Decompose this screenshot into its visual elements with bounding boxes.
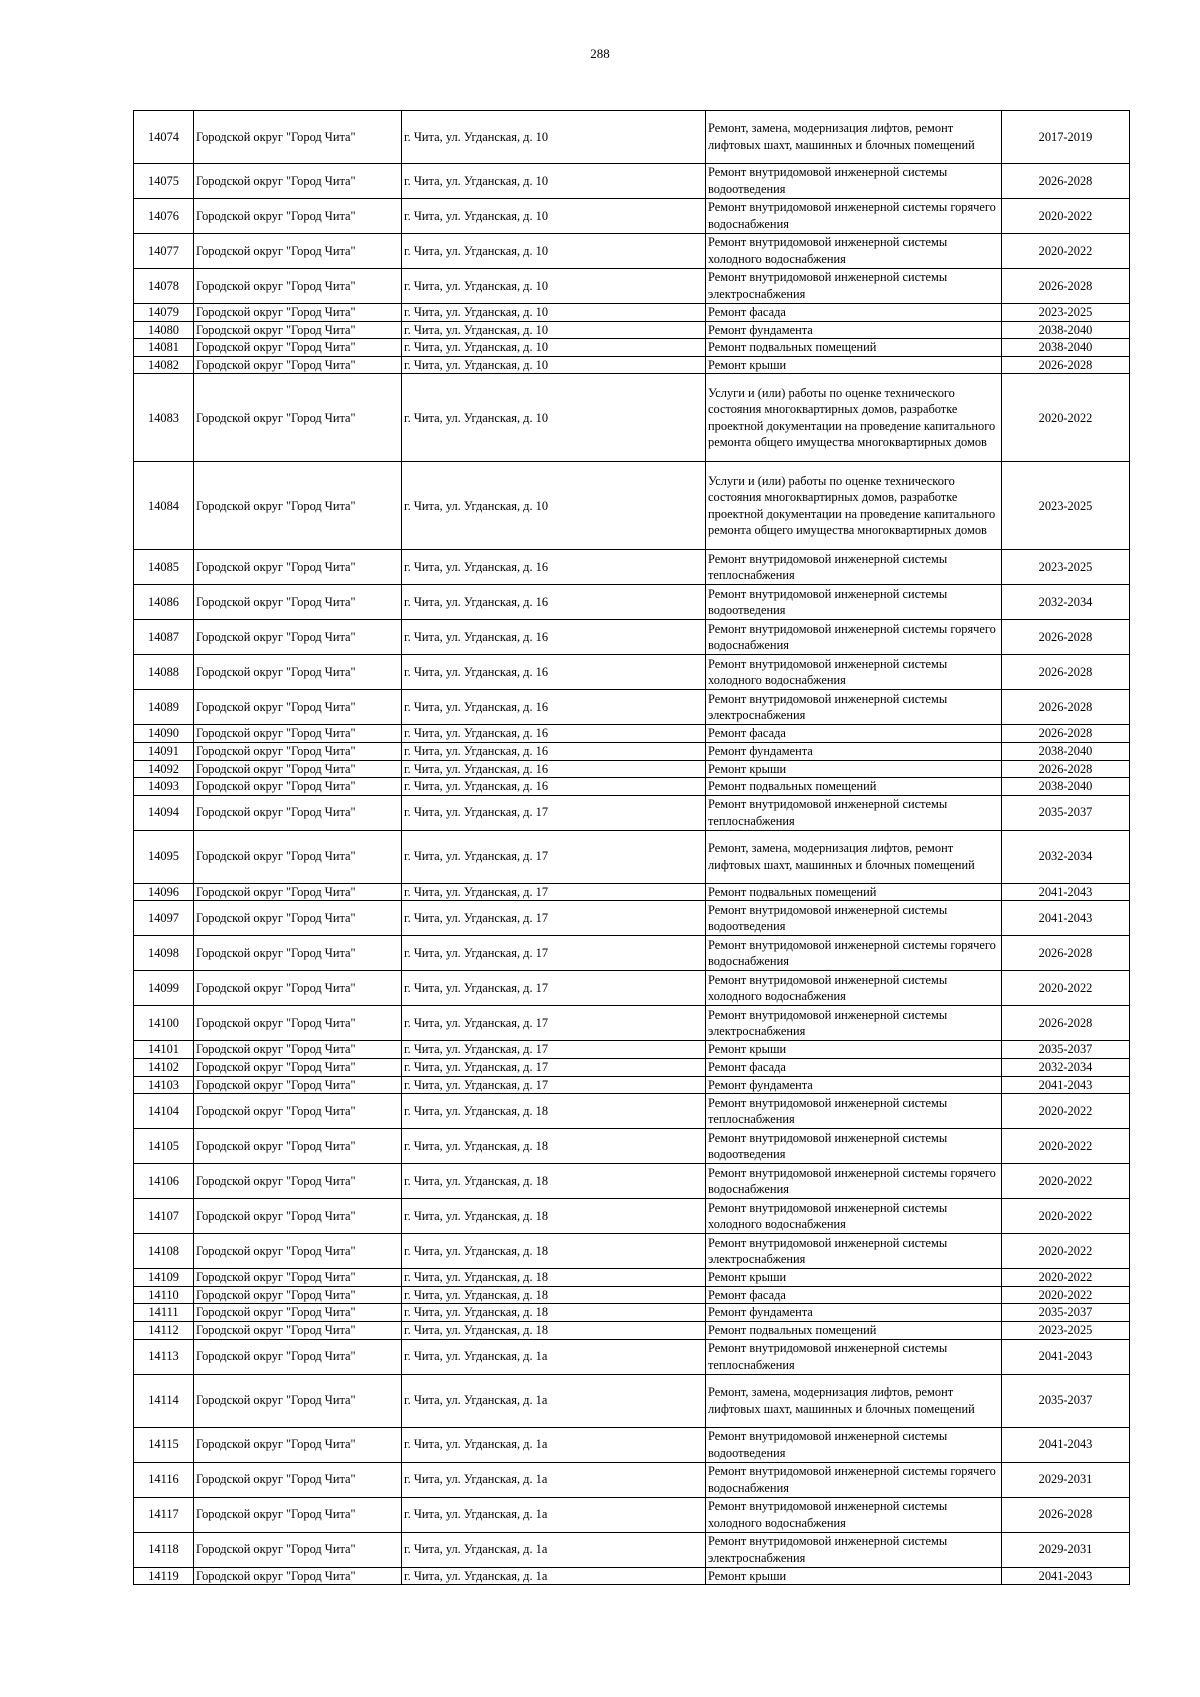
row-number-cell: 14114 [134,1374,194,1427]
row-number-cell: 14091 [134,742,194,760]
address-cell: г. Чита, ул. Угданская, д. 17 [402,1076,706,1094]
table-row [134,742,1130,760]
table-row [134,269,1130,304]
table-row [134,1269,1130,1287]
table-row [134,1076,1130,1094]
row-number-cell: 14075 [134,164,194,199]
municipality-cell: Городской округ "Город Чита" [194,742,402,760]
municipality-cell: Городской округ "Город Чита" [194,901,402,936]
period-cell: 2020-2022 [1002,1286,1130,1304]
period-cell: 2029-2031 [1002,1532,1130,1567]
table-row [134,1497,1130,1532]
work-type-cell: Ремонт, замена, модернизация лифтов, ремонт лифтовых шахт, машинных и блочных помещений [706,1374,1002,1427]
table-row [134,585,1130,620]
table-row [134,1286,1130,1304]
municipality-cell: Городской округ "Город Чита" [194,1041,402,1059]
table-row [134,164,1130,199]
row-number-cell: 14100 [134,1006,194,1041]
row-number-cell: 14094 [134,795,194,830]
work-type-cell: Ремонт внутридомовой инженерной системы холодного водоснабжения [706,971,1002,1006]
period-cell: 2026-2028 [1002,760,1130,778]
period-cell: 2026-2028 [1002,936,1130,971]
row-number-cell: 14096 [134,883,194,901]
address-cell: г. Чита, ул. Угданская, д. 10 [402,269,706,304]
address-cell: г. Чита, ул. Угданская, д. 1а [402,1462,706,1497]
work-type-cell: Ремонт внутридомовой инженерной системы холодного водоснабжения [706,234,1002,269]
row-number-cell: 14092 [134,760,194,778]
municipality-cell: Городской округ "Город Чита" [194,321,402,339]
address-cell: г. Чита, ул. Угданская, д. 18 [402,1234,706,1269]
table-row [134,1427,1130,1462]
work-type-cell: Ремонт подвальных помещений [706,339,1002,357]
row-number-cell: 14076 [134,199,194,234]
municipality-cell: Городской округ "Город Чита" [194,1462,402,1497]
municipality-cell: Городской округ "Город Чита" [194,1567,402,1585]
page-number: 288 [590,46,610,61]
row-number-cell: 14084 [134,462,194,550]
work-type-cell: Ремонт крыши [706,1567,1002,1585]
address-cell: г. Чита, ул. Угданская, д. 10 [402,234,706,269]
period-cell: 2035-2037 [1002,795,1130,830]
period-cell: 2038-2040 [1002,742,1130,760]
row-number-cell: 14106 [134,1164,194,1199]
period-cell: 2038-2040 [1002,321,1130,339]
municipality-cell: Городской округ "Город Чита" [194,1427,402,1462]
period-cell: 2032-2034 [1002,1058,1130,1076]
address-cell: г. Чита, ул. Угданская, д. 18 [402,1286,706,1304]
municipality-cell: Городской округ "Город Чита" [194,1129,402,1164]
row-number-cell: 14081 [134,339,194,357]
period-cell: 2038-2040 [1002,778,1130,796]
row-number-cell: 14115 [134,1427,194,1462]
period-cell: 2026-2028 [1002,690,1130,725]
row-number-cell: 14109 [134,1269,194,1287]
address-cell: г. Чита, ул. Угданская, д. 16 [402,778,706,796]
address-cell: г. Чита, ул. Угданская, д. 1а [402,1374,706,1427]
table-row [134,234,1130,269]
work-type-cell: Ремонт внутридомовой инженерной системы водоотведения [706,585,1002,620]
row-number-cell: 14119 [134,1567,194,1585]
period-cell: 2026-2028 [1002,620,1130,655]
municipality-cell: Городской округ "Город Чита" [194,199,402,234]
work-type-cell: Ремонт фасада [706,725,1002,743]
work-type-cell: Ремонт внутридомовой инженерной системы водоотведения [706,901,1002,936]
municipality-cell: Городской округ "Город Чита" [194,1286,402,1304]
municipality-cell: Городской округ "Город Чита" [194,690,402,725]
row-number-cell: 14079 [134,304,194,322]
municipality-cell: Городской округ "Город Чита" [194,1269,402,1287]
table-body [134,111,1130,1585]
table-row [134,1532,1130,1567]
table-row [134,1567,1130,1585]
row-number-cell: 14087 [134,620,194,655]
period-cell: 2020-2022 [1002,1199,1130,1234]
address-cell: г. Чита, ул. Угданская, д. 10 [402,304,706,322]
work-type-cell: Ремонт внутридомовой инженерной системы горячего водоснабжения [706,199,1002,234]
row-number-cell: 14102 [134,1058,194,1076]
period-cell: 2026-2028 [1002,655,1130,690]
address-cell: г. Чита, ул. Угданская, д. 10 [402,111,706,164]
address-cell: г. Чита, ул. Угданская, д. 10 [402,374,706,462]
municipality-cell: Городской округ "Город Чита" [194,462,402,550]
row-number-cell: 14086 [134,585,194,620]
row-number-cell: 14108 [134,1234,194,1269]
municipality-cell: Городской округ "Город Чита" [194,795,402,830]
period-cell: 2035-2037 [1002,1041,1130,1059]
row-number-cell: 14118 [134,1532,194,1567]
work-type-cell: Ремонт, замена, модернизация лифтов, ремонт лифтовых шахт, машинных и блочных помещений [706,111,1002,164]
work-type-cell: Ремонт фундамента [706,1076,1002,1094]
address-cell: г. Чита, ул. Угданская, д. 17 [402,795,706,830]
table-row [134,462,1130,550]
work-type-cell: Ремонт внутридомовой инженерной системы теплоснабжения [706,1339,1002,1374]
address-cell: г. Чита, ул. Угданская, д. 18 [402,1199,706,1234]
period-cell: 2020-2022 [1002,1094,1130,1129]
address-cell: г. Чита, ул. Угданская, д. 1а [402,1532,706,1567]
period-cell: 2026-2028 [1002,1006,1130,1041]
work-type-cell: Ремонт фасада [706,1058,1002,1076]
row-number-cell: 14117 [134,1497,194,1532]
work-type-cell: Ремонт фасада [706,1286,1002,1304]
work-type-cell: Ремонт фундамента [706,1304,1002,1322]
row-number-cell: 14082 [134,356,194,374]
municipality-cell: Городской округ "Город Чита" [194,760,402,778]
work-type-cell: Ремонт внутридомовой инженерной системы холодного водоснабжения [706,1199,1002,1234]
address-cell: г. Чита, ул. Угданская, д. 10 [402,164,706,199]
municipality-cell: Городской округ "Город Чита" [194,550,402,585]
period-cell: 2032-2034 [1002,830,1130,883]
address-cell: г. Чита, ул. Угданская, д. 1а [402,1427,706,1462]
work-type-cell: Ремонт внутридомовой инженерной системы электроснабжения [706,1006,1002,1041]
table-row [134,1164,1130,1199]
work-type-cell: Услуги и (или) работы по оценке технического состояния многоквартирных домов, разработке проектной документации на проведение капитального ремонта общего имущества многоквартирных домов [706,462,1002,550]
period-cell: 2041-2043 [1002,883,1130,901]
municipality-cell: Городской округ "Город Чита" [194,234,402,269]
municipality-cell: Городской округ "Город Чита" [194,374,402,462]
period-cell: 2023-2025 [1002,304,1130,322]
row-number-cell: 14104 [134,1094,194,1129]
work-type-cell: Ремонт внутридомовой инженерной системы электроснабжения [706,269,1002,304]
address-cell: г. Чита, ул. Угданская, д. 16 [402,655,706,690]
period-cell: 2041-2043 [1002,1076,1130,1094]
row-number-cell: 14098 [134,936,194,971]
table-row [134,1339,1130,1374]
table-row [134,1058,1130,1076]
municipality-cell: Городской округ "Город Чита" [194,1339,402,1374]
row-number-cell: 14099 [134,971,194,1006]
table-row [134,971,1130,1006]
address-cell: г. Чита, ул. Угданская, д. 16 [402,760,706,778]
table-row [134,690,1130,725]
table-row [134,374,1130,462]
period-cell: 2032-2034 [1002,585,1130,620]
row-number-cell: 14090 [134,725,194,743]
period-cell: 2035-2037 [1002,1374,1130,1427]
work-type-cell: Ремонт внутридомовой инженерной системы водоотведения [706,1129,1002,1164]
period-cell: 2026-2028 [1002,269,1130,304]
municipality-cell: Городской округ "Город Чита" [194,655,402,690]
work-type-cell: Ремонт внутридомовой инженерной системы электроснабжения [706,690,1002,725]
municipality-cell: Городской округ "Город Чита" [194,1094,402,1129]
work-type-cell: Услуги и (или) работы по оценке технического состояния многоквартирных домов, разработке проектной документации на проведение капитального ремонта общего имущества многоквартирных домов [706,374,1002,462]
municipality-cell: Городской округ "Город Чита" [194,269,402,304]
work-type-cell: Ремонт крыши [706,1269,1002,1287]
repair-schedule-table [133,110,1130,1585]
period-cell: 2026-2028 [1002,1497,1130,1532]
work-type-cell: Ремонт внутридомовой инженерной системы водоотведения [706,1427,1002,1462]
row-number-cell: 14077 [134,234,194,269]
row-number-cell: 14113 [134,1339,194,1374]
table-row [134,1129,1130,1164]
row-number-cell: 14074 [134,111,194,164]
municipality-cell: Городской округ "Город Чита" [194,356,402,374]
period-cell: 2017-2019 [1002,111,1130,164]
address-cell: г. Чита, ул. Угданская, д. 18 [402,1164,706,1199]
period-cell: 2020-2022 [1002,1234,1130,1269]
municipality-cell: Городской округ "Город Чита" [194,339,402,357]
work-type-cell: Ремонт внутридомовой инженерной системы горячего водоснабжения [706,936,1002,971]
table-row [134,725,1130,743]
row-number-cell: 14101 [134,1041,194,1059]
table-row [134,778,1130,796]
row-number-cell: 14089 [134,690,194,725]
table-row [134,111,1130,164]
table-row [134,795,1130,830]
row-number-cell: 14105 [134,1129,194,1164]
table-row [134,1321,1130,1339]
address-cell: г. Чита, ул. Угданская, д. 16 [402,725,706,743]
municipality-cell: Городской округ "Город Чита" [194,1497,402,1532]
row-number-cell: 14088 [134,655,194,690]
period-cell: 2020-2022 [1002,199,1130,234]
address-cell: г. Чита, ул. Угданская, д. 17 [402,830,706,883]
period-cell: 2035-2037 [1002,1304,1130,1322]
address-cell: г. Чита, ул. Угданская, д. 16 [402,742,706,760]
table-row [134,199,1130,234]
work-type-cell: Ремонт подвальных помещений [706,778,1002,796]
period-cell: 2029-2031 [1002,1462,1130,1497]
work-type-cell: Ремонт внутридомовой инженерной системы горячего водоснабжения [706,620,1002,655]
municipality-cell: Городской округ "Город Чита" [194,1304,402,1322]
address-cell: г. Чита, ул. Угданская, д. 1а [402,1567,706,1585]
address-cell: г. Чита, ул. Угданская, д. 10 [402,462,706,550]
work-type-cell: Ремонт фундамента [706,742,1002,760]
row-number-cell: 14085 [134,550,194,585]
row-number-cell: 14093 [134,778,194,796]
address-cell: г. Чита, ул. Угданская, д. 18 [402,1129,706,1164]
work-type-cell: Ремонт крыши [706,1041,1002,1059]
row-number-cell: 14078 [134,269,194,304]
work-type-cell: Ремонт внутридомовой инженерной системы электроснабжения [706,1532,1002,1567]
period-cell: 2041-2043 [1002,901,1130,936]
table-row [134,1199,1130,1234]
address-cell: г. Чита, ул. Угданская, д. 10 [402,199,706,234]
table-row [134,655,1130,690]
address-cell: г. Чита, ул. Угданская, д. 17 [402,971,706,1006]
table-row [134,1006,1130,1041]
period-cell: 2026-2028 [1002,725,1130,743]
period-cell: 2020-2022 [1002,1129,1130,1164]
period-cell: 2026-2028 [1002,356,1130,374]
work-type-cell: Ремонт подвальных помещений [706,883,1002,901]
address-cell: г. Чита, ул. Угданская, д. 18 [402,1304,706,1322]
period-cell: 2020-2022 [1002,234,1130,269]
table-row [134,620,1130,655]
work-type-cell: Ремонт внутридомовой инженерной системы горячего водоснабжения [706,1164,1002,1199]
row-number-cell: 14080 [134,321,194,339]
table-row [134,321,1130,339]
table-row [134,1374,1130,1427]
address-cell: г. Чита, ул. Угданская, д. 17 [402,936,706,971]
address-cell: г. Чита, ул. Угданская, д. 10 [402,321,706,339]
table-row [134,1304,1130,1322]
period-cell: 2020-2022 [1002,971,1130,1006]
work-type-cell: Ремонт внутридомовой инженерной системы теплоснабжения [706,1094,1002,1129]
municipality-cell: Городской округ "Город Чита" [194,1234,402,1269]
period-cell: 2020-2022 [1002,374,1130,462]
row-number-cell: 14095 [134,830,194,883]
work-type-cell: Ремонт внутридомовой инженерной системы электроснабжения [706,1234,1002,1269]
address-cell: г. Чита, ул. Угданская, д. 18 [402,1094,706,1129]
work-type-cell: Ремонт крыши [706,356,1002,374]
work-type-cell: Ремонт внутридомовой инженерной системы холодного водоснабжения [706,1497,1002,1532]
municipality-cell: Городской округ "Город Чита" [194,1164,402,1199]
municipality-cell: Городской округ "Город Чита" [194,1532,402,1567]
table-row [134,1462,1130,1497]
row-number-cell: 14097 [134,901,194,936]
table-row [134,356,1130,374]
work-type-cell: Ремонт внутридомовой инженерной системы горячего водоснабжения [706,1462,1002,1497]
municipality-cell: Городской округ "Город Чита" [194,1374,402,1427]
period-cell: 2026-2028 [1002,164,1130,199]
period-cell: 2041-2043 [1002,1427,1130,1462]
municipality-cell: Городской округ "Город Чита" [194,1058,402,1076]
table-row [134,883,1130,901]
period-cell: 2041-2043 [1002,1567,1130,1585]
period-cell: 2020-2022 [1002,1269,1130,1287]
table-row [134,760,1130,778]
municipality-cell: Городской округ "Город Чита" [194,585,402,620]
municipality-cell: Городской округ "Город Чита" [194,304,402,322]
address-cell: г. Чита, ул. Угданская, д. 17 [402,1058,706,1076]
period-cell: 2041-2043 [1002,1339,1130,1374]
municipality-cell: Городской округ "Город Чита" [194,111,402,164]
work-type-cell: Ремонт внутридомовой инженерной системы водоотведения [706,164,1002,199]
address-cell: г. Чита, ул. Угданская, д. 16 [402,620,706,655]
table-row [134,550,1130,585]
period-cell: 2023-2025 [1002,462,1130,550]
row-number-cell: 14107 [134,1199,194,1234]
table-row [134,901,1130,936]
row-number-cell: 14116 [134,1462,194,1497]
municipality-cell: Городской округ "Город Чита" [194,883,402,901]
address-cell: г. Чита, ул. Угданская, д. 17 [402,1006,706,1041]
row-number-cell: 14111 [134,1304,194,1322]
address-cell: г. Чита, ул. Угданская, д. 1а [402,1497,706,1532]
address-cell: г. Чита, ул. Угданская, д. 10 [402,356,706,374]
address-cell: г. Чита, ул. Угданская, д. 16 [402,690,706,725]
row-number-cell: 14110 [134,1286,194,1304]
table-row [134,830,1130,883]
table-row [134,1041,1130,1059]
municipality-cell: Городской округ "Город Чита" [194,164,402,199]
address-cell: г. Чита, ул. Угданская, д. 10 [402,339,706,357]
table-row [134,304,1130,322]
municipality-cell: Городской округ "Город Чита" [194,725,402,743]
address-cell: г. Чита, ул. Угданская, д. 18 [402,1321,706,1339]
table-row [134,1234,1130,1269]
row-number-cell: 14083 [134,374,194,462]
address-cell: г. Чита, ул. Угданская, д. 17 [402,883,706,901]
municipality-cell: Городской округ "Город Чита" [194,1321,402,1339]
table-row [134,339,1130,357]
municipality-cell: Городской округ "Город Чита" [194,620,402,655]
work-type-cell: Ремонт фундамента [706,321,1002,339]
address-cell: г. Чита, ул. Угданская, д. 17 [402,901,706,936]
municipality-cell: Городской округ "Город Чита" [194,1076,402,1094]
municipality-cell: Городской округ "Город Чита" [194,971,402,1006]
row-number-cell: 14103 [134,1076,194,1094]
address-cell: г. Чита, ул. Угданская, д. 18 [402,1269,706,1287]
period-cell: 2038-2040 [1002,339,1130,357]
work-type-cell: Ремонт внутридомовой инженерной системы теплоснабжения [706,550,1002,585]
work-type-cell: Ремонт внутридомовой инженерной системы теплоснабжения [706,795,1002,830]
work-type-cell: Ремонт фасада [706,304,1002,322]
period-cell: 2023-2025 [1002,550,1130,585]
address-cell: г. Чита, ул. Угданская, д. 1а [402,1339,706,1374]
address-cell: г. Чита, ул. Угданская, д. 16 [402,550,706,585]
work-type-cell: Ремонт внутридомовой инженерной системы холодного водоснабжения [706,655,1002,690]
table-row [134,1094,1130,1129]
municipality-cell: Городской округ "Город Чита" [194,936,402,971]
work-type-cell: Ремонт крыши [706,760,1002,778]
address-cell: г. Чита, ул. Угданская, д. 17 [402,1041,706,1059]
period-cell: 2023-2025 [1002,1321,1130,1339]
row-number-cell: 14112 [134,1321,194,1339]
address-cell: г. Чита, ул. Угданская, д. 16 [402,585,706,620]
table-row [134,936,1130,971]
work-type-cell: Ремонт подвальных помещений [706,1321,1002,1339]
municipality-cell: Городской округ "Город Чита" [194,1006,402,1041]
work-type-cell: Ремонт, замена, модернизация лифтов, ремонт лифтовых шахт, машинных и блочных помещений [706,830,1002,883]
municipality-cell: Городской округ "Город Чита" [194,778,402,796]
municipality-cell: Городской округ "Город Чита" [194,1199,402,1234]
period-cell: 2020-2022 [1002,1164,1130,1199]
municipality-cell: Городской округ "Город Чита" [194,830,402,883]
